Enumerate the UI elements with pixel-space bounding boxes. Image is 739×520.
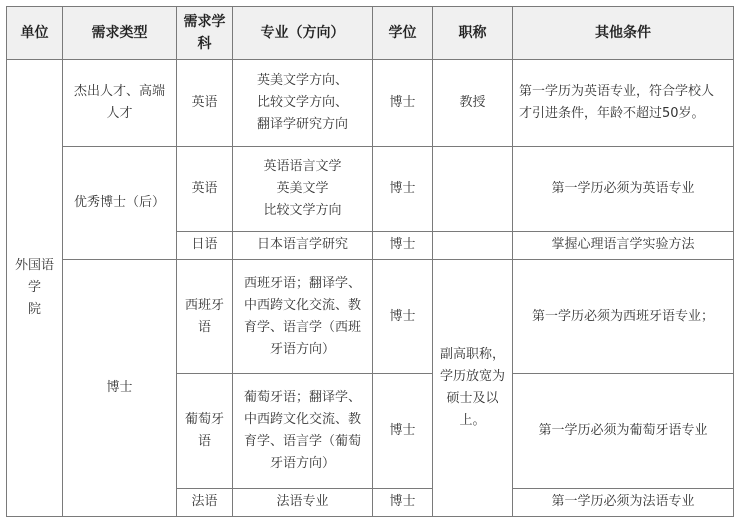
major-cell: 英美文学方向、 比较文学方向、 翻译学研究方向 [233, 59, 373, 146]
major-cell: 法语专业 [233, 488, 373, 516]
other-conditions-cell: 第一学历必须为西班牙语专业； [513, 259, 734, 373]
other-conditions-cell: 第一学历必须为葡萄牙语专业 [513, 374, 734, 488]
header-discipline: 需求学 科 [177, 7, 233, 60]
major-cell: 西班牙语；翻译学、 中西跨文化交流、教 育学、语言学（西班 牙语方向） [233, 259, 373, 373]
discipline-cell: 英语 [177, 146, 233, 231]
discipline-cell: 英语 [177, 59, 233, 146]
demand-type-cell: 优秀博士（后） [63, 146, 177, 259]
title-cell [433, 146, 513, 231]
major-cell: 葡萄牙语；翻译学、 中西跨文化交流、教 育学、语言学（葡萄 牙语方向） [233, 374, 373, 488]
demand-type-cell: 杰出人才、高端 人才 [63, 59, 177, 146]
other-conditions-cell: 第一学历必须为英语专业 [513, 146, 734, 231]
recruitment-requirements-table [6, 6, 734, 517]
table-row [7, 259, 734, 373]
discipline-cell: 葡萄牙语 [177, 374, 233, 488]
other-conditions-cell: 第一学历必须为法语专业 [513, 488, 734, 516]
header-other-conditions: 其他条件 [513, 7, 734, 60]
table-row [7, 59, 734, 146]
degree-cell: 博士 [373, 488, 433, 516]
header-major: 专业（方向） [233, 7, 373, 60]
header-unit: 单位 [7, 7, 63, 60]
title-cell: 教授 [433, 59, 513, 146]
unit-cell: 外国语学 院 [7, 59, 63, 516]
discipline-cell: 日语 [177, 231, 233, 259]
header-degree: 学位 [373, 7, 433, 60]
discipline-cell: 西班牙语 [177, 259, 233, 373]
table-row [7, 146, 734, 231]
major-cell: 日本语言学研究 [233, 231, 373, 259]
other-conditions-cell: 第一学历为英语专业，符合学校人 才引进条件，年龄不超过50岁。 [513, 59, 734, 146]
header-title: 职称 [433, 7, 513, 60]
header-row [7, 7, 734, 60]
title-cell [433, 231, 513, 259]
header-demand-type: 需求类型 [63, 7, 177, 60]
other-conditions-cell: 掌握心理语言学实验方法 [513, 231, 734, 259]
discipline-cell: 法语 [177, 488, 233, 516]
degree-cell: 博士 [373, 146, 433, 231]
degree-cell: 博士 [373, 374, 433, 488]
title-cell: 副高职称， 学历放宽为 硕士及以 上。 [433, 259, 513, 516]
degree-cell: 博士 [373, 231, 433, 259]
demand-type-cell: 博士 [63, 259, 177, 516]
major-cell: 英语语言文学 英美文学 比较文学方向 [233, 146, 373, 231]
degree-cell: 博士 [373, 259, 433, 373]
degree-cell: 博士 [373, 59, 433, 146]
